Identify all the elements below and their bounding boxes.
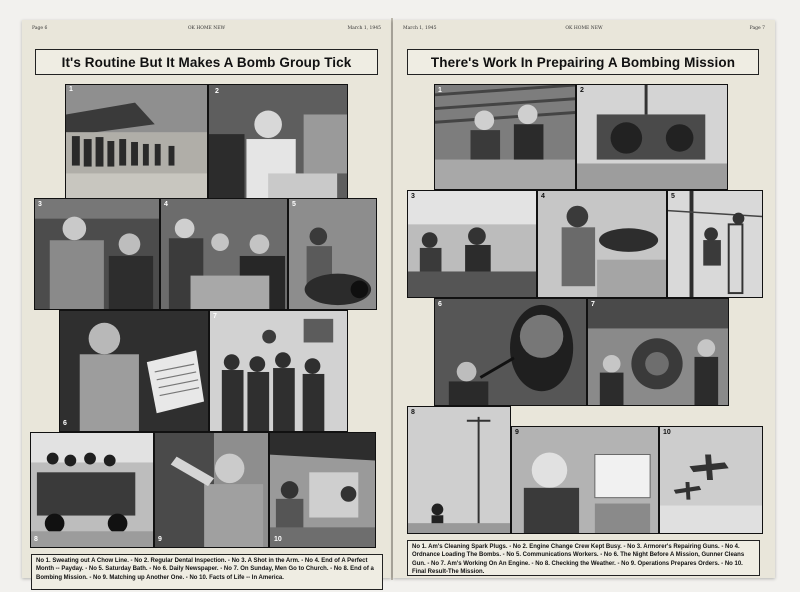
photo-number-10: 10: [274, 536, 282, 543]
photo-number-9: 9: [158, 536, 162, 543]
right-page-header: [403, 26, 765, 34]
right-page-date: March 1, 1945: [403, 26, 437, 31]
right-photo-number-9: 9: [515, 429, 519, 436]
left-page-header: [32, 26, 381, 34]
right-page-title: There's Work In Prepairing A Bombing Mission: [407, 49, 759, 75]
right-page-number: Page 7: [749, 26, 765, 31]
photo-dental-inspection: [208, 84, 348, 199]
right-photo-number-1: 1: [438, 87, 442, 94]
photo-payday: [160, 198, 288, 310]
left-page-title: It's Routine But It Makes A Bomb Group Tick: [35, 49, 378, 75]
photo-chow-line: [65, 84, 208, 199]
photo-sunday-church: [209, 310, 348, 432]
photo-number-2: 2: [215, 88, 219, 95]
left-page: [22, 20, 391, 581]
photo-number-5: 5: [292, 201, 296, 208]
right-photo-number-10: 10: [663, 429, 671, 436]
photo-cleaning-spark-plugs: [434, 84, 576, 190]
photo-final-result-mission: [659, 426, 763, 534]
photo-end-of-mission: [30, 432, 154, 548]
right-page: [393, 20, 775, 578]
photo-shot-in-arm: [34, 198, 160, 310]
right-photo-number-7: 7: [591, 301, 595, 308]
photo-checking-weather: [407, 406, 511, 534]
right-photo-number-8: 8: [411, 409, 415, 416]
right-photo-number-4: 4: [541, 193, 545, 200]
photo-matching-up: [154, 432, 269, 548]
right-page-caption: No 1. Am's Cleaning Spark Plugs. - No 2. Engine Change Crew Kept Busy. - No 3. Armorer's Repairing Guns. - No 4. Ordnance Loading The Bombs. - No 5. Communications Workers. - No 6. The Night Before A Mission, Gunner Cleans Gun. - No 7. Am's Working On An Engine. - No 8. Checking the Weather. - No 9. Operations Prepares Orders. - No 10. Final Result-The Mission.: [407, 540, 760, 576]
left-paper-name: OK HOME NEW: [187, 26, 226, 31]
photo-daily-newspaper: [59, 310, 209, 432]
photo-number-8: 8: [34, 536, 38, 543]
photo-communications-workers: [667, 190, 763, 298]
photo-number-4: 4: [164, 201, 168, 208]
photo-ordnance-loading-bombs: [537, 190, 667, 298]
photo-operations-prepares-orders: [511, 426, 659, 534]
photo-number-6: 6: [63, 420, 67, 427]
photo-gunner-cleans-gun: [434, 298, 587, 406]
photo-saturday-bath: [288, 198, 377, 310]
left-page-date: March 1, 1945: [347, 26, 381, 31]
photo-working-on-engine: [587, 298, 729, 406]
right-photo-number-2: 2: [580, 87, 584, 94]
photo-facts-of-life: [269, 432, 376, 548]
photo-number-7: 7: [213, 313, 217, 320]
photo-number-3: 3: [38, 201, 42, 208]
photo-number-1: 1: [69, 86, 73, 93]
right-photo-number-6: 6: [438, 301, 442, 308]
left-page-caption: No 1. Sweating out A Chow Line. - No 2. Regular Dental Inspection. - No 3. A Shot in the Arm. - No 4. End of A Perfect Month -- Payday. - No 5. Saturday Bath. - No 6. Daily Newspaper. - No 7. On Sunday, Men Go to Church. - No 8. End of a Bombing Mission. - No 9. Matching up Another One. - No 10. Facts of Life -- In America.: [31, 554, 383, 590]
photo-engine-change-crew: [576, 84, 728, 190]
photo-armorers-repairing-guns: [407, 190, 537, 298]
right-paper-name: OK HOME NEW: [565, 26, 603, 31]
right-photo-number-3: 3: [411, 193, 415, 200]
right-photo-number-5: 5: [671, 193, 675, 200]
left-page-number: Page 6: [32, 26, 48, 31]
